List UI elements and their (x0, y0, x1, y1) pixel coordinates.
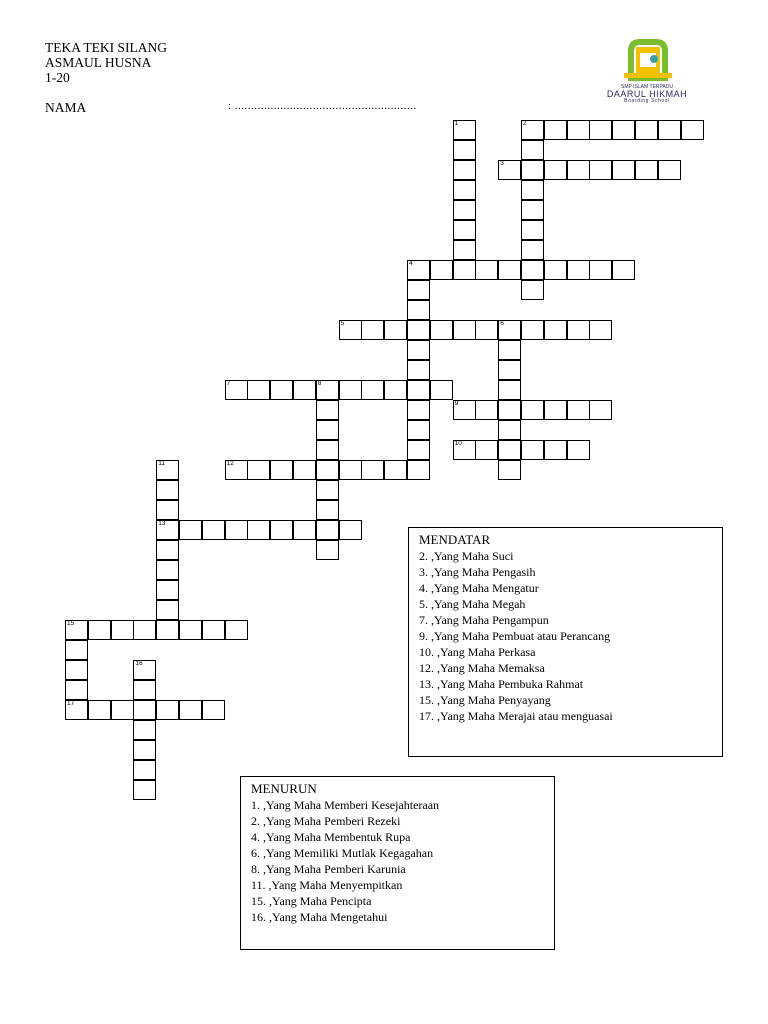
clue-number: 9 (454, 400, 459, 407)
crossword-cell[interactable] (156, 500, 179, 520)
clue-number: 11 (158, 460, 165, 467)
worksheet-title: TEKA TEKI SILANG (45, 40, 167, 55)
crossword-cell[interactable] (635, 160, 658, 180)
crossword-cell[interactable] (65, 640, 88, 660)
clue-number: 2 (523, 120, 527, 127)
crossword-cell[interactable] (521, 280, 544, 300)
crossword-cell[interactable] (65, 680, 88, 700)
clue-number: 12 (226, 460, 234, 467)
crossword-cell[interactable] (612, 160, 635, 180)
crossword-cell[interactable] (407, 400, 430, 420)
crossword-cell[interactable] (156, 620, 179, 640)
crossword-cell[interactable] (202, 700, 225, 720)
crossword-cell[interactable] (225, 520, 248, 540)
crossword-cell[interactable] (361, 460, 384, 480)
crossword-cell[interactable] (270, 520, 293, 540)
crossword-cell[interactable] (270, 380, 293, 400)
worksheet-subtitle: ASMAUL HUSNA (45, 55, 152, 70)
crossword-cell[interactable] (179, 700, 202, 720)
crossword-cell[interactable] (316, 520, 339, 540)
crossword-cell[interactable] (384, 380, 407, 400)
crossword-cell[interactable] (339, 320, 362, 340)
crossword-cell[interactable] (567, 440, 590, 460)
crossword-cell[interactable] (453, 220, 476, 240)
crossword-cell[interactable] (521, 180, 544, 200)
crossword-cell[interactable] (475, 320, 498, 340)
menurun-clue: 2. ,Yang Maha Pemberi Rezeki (251, 814, 401, 828)
mendatar-clue: 5. ,Yang Maha Megah (419, 597, 526, 611)
mendatar-clue: 3. ,Yang Maha Pengasih (419, 565, 536, 579)
crossword-cell[interactable] (544, 320, 567, 340)
crossword-cell[interactable] (589, 160, 612, 180)
crossword-cell[interactable] (475, 260, 498, 280)
crossword-cell[interactable] (544, 440, 567, 460)
crossword-cell[interactable] (156, 560, 179, 580)
crossword-cell[interactable] (361, 320, 384, 340)
menurun-clue: 15. ,Yang Maha Pencipta (251, 894, 372, 908)
crossword-cell[interactable] (225, 620, 248, 640)
clue-number: 16 (135, 660, 143, 667)
crossword-cell[interactable] (339, 460, 362, 480)
crossword-cell[interactable] (498, 360, 521, 380)
crossword-cell[interactable] (453, 180, 476, 200)
crossword-cell[interactable] (453, 120, 476, 140)
mendatar-clue: 17. ,Yang Maha Merajai atau menguasai (419, 709, 613, 723)
name-field[interactable]: : ........................................................ (228, 100, 417, 112)
crossword-cell[interactable] (498, 440, 521, 460)
crossword-cell[interactable] (133, 780, 156, 800)
crossword-cell[interactable] (453, 200, 476, 220)
logo-text-line3: Boarding School (624, 98, 670, 104)
crossword-cell[interactable] (544, 260, 567, 280)
crossword-cell[interactable] (521, 320, 544, 340)
crossword-cell[interactable] (498, 320, 521, 340)
crossword-cell[interactable] (498, 420, 521, 440)
crossword-cell[interactable] (430, 320, 453, 340)
crossword-cell[interactable] (156, 700, 179, 720)
clue-number: 8 (317, 380, 322, 387)
worksheet-range: 1-20 (45, 70, 70, 85)
crossword-cell[interactable] (430, 260, 453, 280)
crossword-cell[interactable] (567, 260, 590, 280)
crossword-cell[interactable] (453, 260, 476, 280)
crossword-cell[interactable] (567, 160, 590, 180)
crossword-cell[interactable] (88, 620, 111, 640)
crossword-cell[interactable] (453, 400, 476, 420)
crossword-cell[interactable] (567, 320, 590, 340)
crossword-cell[interactable] (133, 700, 156, 720)
mendatar-clue: 10. ,Yang Maha Perkasa (419, 645, 536, 659)
crossword-cell[interactable] (88, 700, 111, 720)
mendatar-title: MENDATAR (419, 532, 491, 547)
crossword-cell[interactable] (133, 620, 156, 640)
crossword-cell[interactable] (133, 680, 156, 700)
crossword-cell[interactable] (156, 480, 179, 500)
crossword-cell[interactable] (453, 240, 476, 260)
logo-text-line1: SMP ISLAM TERPADU (621, 84, 673, 90)
clue-number: 13 (158, 520, 166, 527)
clue-number: 1 (454, 120, 459, 127)
crossword-cell[interactable] (407, 460, 430, 480)
mendatar-clue: 15. ,Yang Maha Penyayang (419, 693, 551, 707)
crossword-cell[interactable] (521, 200, 544, 220)
crossword-cell[interactable] (635, 120, 658, 140)
crossword-cell[interactable] (247, 380, 270, 400)
mendatar-clue-box (408, 527, 723, 757)
crossword-cell[interactable] (453, 440, 476, 460)
crossword-cell[interactable] (544, 120, 567, 140)
crossword-cell[interactable] (498, 160, 521, 180)
crossword-cell[interactable] (612, 260, 635, 280)
crossword-cell[interactable] (453, 320, 476, 340)
crossword-cell[interactable] (612, 120, 635, 140)
mendatar-clue: 4. ,Yang Maha Mengatur (419, 581, 539, 595)
crossword-cell[interactable] (316, 400, 339, 420)
clue-number: 7 (226, 380, 231, 387)
clue-number: 4 (409, 260, 413, 267)
crossword-cell[interactable] (475, 400, 498, 420)
crossword-cell[interactable] (133, 740, 156, 760)
crossword-cell[interactable] (407, 440, 430, 460)
crossword-cell[interactable] (498, 340, 521, 360)
crossword-cell[interactable] (407, 340, 430, 360)
crossword-cell[interactable] (521, 140, 544, 160)
crossword-cell[interactable] (658, 160, 681, 180)
crossword-cell[interactable] (361, 380, 384, 400)
crossword-cell[interactable] (589, 120, 612, 140)
crossword-cell[interactable] (407, 280, 430, 300)
crossword-cell[interactable] (156, 540, 179, 560)
clue-number: 3 (500, 160, 504, 167)
crossword-cell[interactable] (133, 720, 156, 740)
crossword-cell[interactable] (521, 400, 544, 420)
crossword-cell[interactable] (316, 500, 339, 520)
crossword-cell[interactable] (270, 460, 293, 480)
name-label: NAMA (45, 100, 87, 115)
clue-number: 17 (67, 700, 75, 707)
crossword-cell[interactable] (544, 160, 567, 180)
crossword-cell[interactable] (133, 660, 156, 680)
crossword-cell[interactable] (498, 460, 521, 480)
crossword-cell[interactable] (567, 120, 590, 140)
crossword-cell[interactable] (111, 700, 134, 720)
crossword-cell[interactable] (225, 380, 248, 400)
crossword-cell[interactable] (339, 520, 362, 540)
crossword-cell[interactable] (316, 540, 339, 560)
crossword-cell[interactable] (407, 320, 430, 340)
menurun-clue-box (240, 776, 555, 950)
crossword-cell[interactable] (544, 400, 567, 420)
menurun-clue: 4. ,Yang Maha Membentuk Rupa (251, 830, 411, 844)
crossword-cell[interactable] (567, 400, 590, 420)
crossword-cell[interactable] (475, 440, 498, 460)
crossword-cell[interactable] (407, 360, 430, 380)
mendatar-clue: 2. ,Yang Maha Suci (419, 549, 514, 563)
crossword-cell[interactable] (247, 460, 270, 480)
crossword-cell[interactable] (225, 460, 248, 480)
crossword-cell[interactable] (133, 760, 156, 780)
crossword-cell[interactable] (293, 380, 316, 400)
menurun-clue: 6. ,Yang Memiliki Mutlak Kegagahan (251, 846, 434, 860)
crossword-cell[interactable] (202, 620, 225, 640)
crossword-cell[interactable] (521, 220, 544, 240)
clue-number: 6 (500, 320, 504, 327)
mendatar-clue: 13. ,Yang Maha Pembuka Rahmat (419, 677, 584, 691)
crossword-cell[interactable] (453, 160, 476, 180)
crossword-cell[interactable] (407, 300, 430, 320)
crossword-cell[interactable] (316, 440, 339, 460)
crossword-cell[interactable] (293, 460, 316, 480)
menurun-clue: 16. ,Yang Maha Mengetahui (251, 910, 388, 924)
crossword-cell[interactable] (156, 460, 179, 480)
logo-text-line2: DAARUL HIKMAH (606, 89, 688, 99)
crossword-cell[interactable] (384, 460, 407, 480)
crossword-cell[interactable] (179, 520, 202, 540)
clue-number: 15 (67, 620, 75, 627)
crossword-cell[interactable] (339, 380, 362, 400)
crossword-cell[interactable] (453, 140, 476, 160)
crossword-cell[interactable] (156, 580, 179, 600)
crossword-cell[interactable] (156, 520, 179, 540)
crossword-cell[interactable] (316, 420, 339, 440)
menurun-clue: 11. ,Yang Maha Menyempitkan (251, 878, 403, 892)
crossword-cell[interactable] (293, 520, 316, 540)
crossword-cell[interactable] (521, 260, 544, 280)
menurun-clue: 1. ,Yang Maha Memberi Kesejahteraan (251, 798, 440, 812)
crossword-cell[interactable] (316, 480, 339, 500)
crossword-cell[interactable] (681, 120, 704, 140)
mendatar-clue: 7. ,Yang Maha Pengampun (419, 613, 549, 627)
crossword-cell[interactable] (316, 380, 339, 400)
crossword-cell[interactable] (407, 260, 430, 280)
crossword-cell[interactable] (407, 380, 430, 400)
menurun-clue: 8. ,Yang Maha Pemberi Karunia (251, 862, 406, 876)
crossword-cell[interactable] (521, 120, 544, 140)
crossword-cell[interactable] (521, 440, 544, 460)
crossword-cell[interactable] (407, 420, 430, 440)
crossword-cell[interactable] (498, 400, 521, 420)
crossword-cell[interactable] (202, 520, 225, 540)
clue-number: 5 (340, 320, 345, 327)
crossword-cell[interactable] (384, 320, 407, 340)
crossword-cell[interactable] (521, 160, 544, 180)
crossword-cell[interactable] (430, 380, 453, 400)
crossword-cell[interactable] (589, 400, 612, 420)
menurun-title: MENURUN (251, 781, 317, 796)
mendatar-clue: 9. ,Yang Maha Pembuat atau Perancang (419, 629, 611, 643)
crossword-cell[interactable] (111, 620, 134, 640)
crossword-cell[interactable] (589, 260, 612, 280)
crossword-cell[interactable] (65, 660, 88, 680)
crossword-cell[interactable] (498, 260, 521, 280)
worksheet-header (45, 40, 167, 85)
mendatar-clue: 12. ,Yang Maha Memaksa (419, 661, 545, 675)
crossword-cell[interactable] (521, 240, 544, 260)
crossword-cell[interactable] (316, 460, 339, 480)
crossword-cell[interactable] (247, 520, 270, 540)
clue-number: 10 (454, 440, 462, 447)
crossword-cell[interactable] (65, 620, 88, 640)
crossword-cell[interactable] (589, 320, 612, 340)
crossword-cell[interactable] (65, 700, 88, 720)
crossword-cell[interactable] (179, 620, 202, 640)
crossword-cell[interactable] (658, 120, 681, 140)
crossword-cell[interactable] (156, 600, 179, 620)
crossword-cell[interactable] (498, 380, 521, 400)
